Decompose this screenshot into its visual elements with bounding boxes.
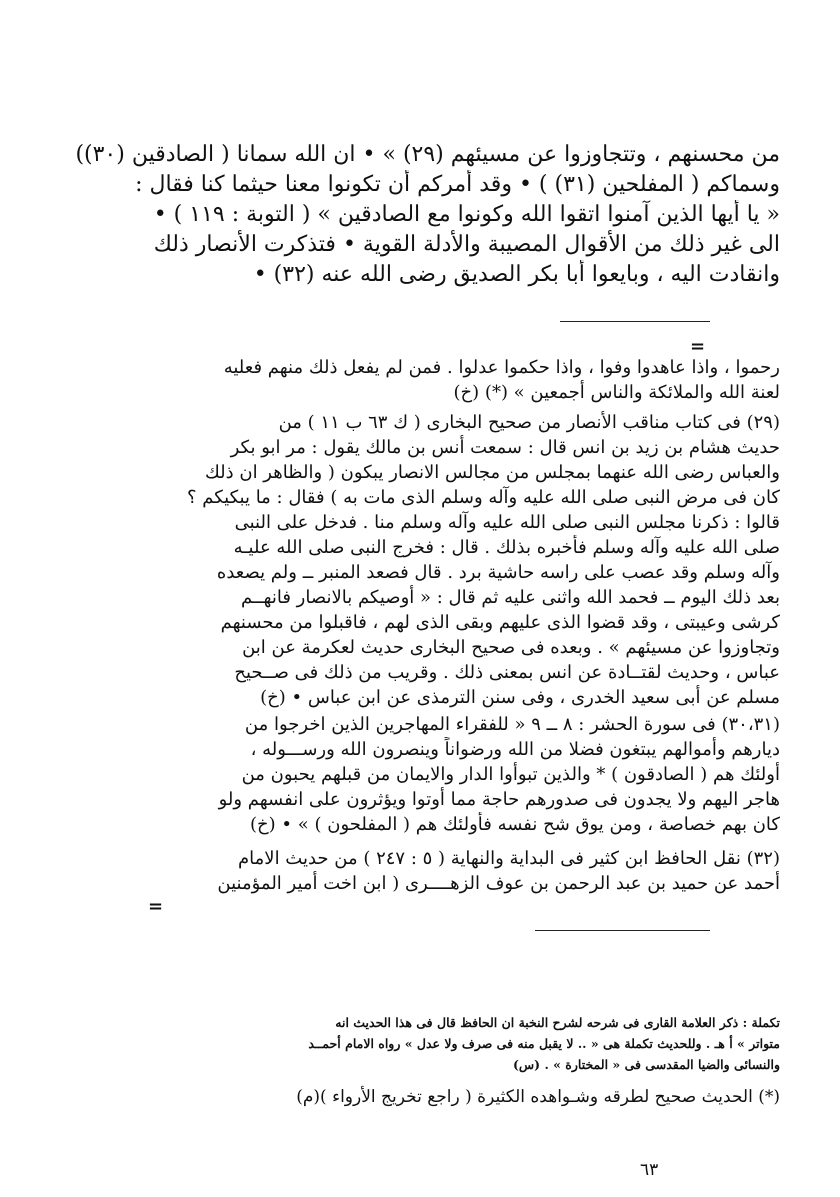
footnote-line: مسلم عن أبى سعيد الخدرى ، وفى سنن الترمذى عن ابن عباس • (خ): [260, 687, 780, 708]
footnote-29: [85, 410, 780, 710]
footnote-line: (٢٩) فى كتاب مناقب الأنصار من صحيح البخارى ( ك ٦٣ ب ١١ ) من: [278, 412, 780, 433]
footnote-line: أولئك هم ( الصادقون ) * والذين تبوأوا الدار والايمان من قبلهم يحبون من: [241, 764, 780, 785]
supplement-line: تكملة : ذكر العلامة القارى فى شرحه لشرح النخبة ان الحافظ قال فى هذا الحديث انه: [335, 1015, 780, 1030]
main-line: وانقادت اليه ، وبايعوا أبا بكر الصديق رضى الله عنه (٣٢) •: [253, 262, 780, 287]
footnote-32: [85, 846, 780, 896]
continuation-mark: =: [690, 336, 706, 357]
footnote-line: ديارهم وأموالهم يبتغون فضلا من الله ورضواناً وينصرون الله ورســـوله ،: [250, 739, 780, 760]
supplementary-notes: [100, 1012, 780, 1111]
footnote-line: أحمد عن حميد بن عبد الرحمن بن عوف الزهــــرى ( ابن اخت أمير المؤمنين: [217, 873, 780, 894]
hadith-grading-note: (*) الحديث صحيح لطرقه وشـواهده الكثيرة ( راجع تخريج الأرواء )(م): [296, 1087, 780, 1107]
footnote-line: وآله وسلم وقد عصب على راسه حاشية برد . قال فصعد المنبر ــ ولم يصعده: [216, 562, 780, 583]
footnote-line: (٣٢) نقل الحافظ ابن كثير فى البداية والنهاية ( ٥ : ٢٤٧ ) من حديث الامام: [238, 848, 780, 869]
supplement-line: والنسائى والضيا المقدسى فى « المختارة » . (س): [513, 1057, 780, 1072]
main-paragraph: [70, 140, 780, 290]
footnote-line: وتجاوزوا عن مسيئهم » . وبعده فى صحيح البخارى حديث لعكرمة عن ابن: [242, 637, 780, 658]
footnote-line: كان بهم خصاصة ، ومن يوق شح نفسه فأولئك هم ( المفلحون ) » • (خ): [250, 814, 780, 835]
footnote-separator-top: [560, 321, 710, 322]
supplement-line: متواتر » أ هـ . وللحديث تكملة هى « .. لا يقبل منه فى صرف ولا عدل » رواه الامام أحمــد: [308, 1036, 780, 1051]
footnote-line: لعنة الله والملائكة والناس أجمعين » (*) (خ): [453, 382, 780, 403]
footnote-continuation: [85, 355, 780, 405]
footnote-line: عباس ، وحديث لقتــادة عن انس بمعنى ذلك . وقريب من ذلك فى صــحيح: [234, 662, 780, 683]
footnote-line: قالوا : ذكرنا مجلس النبى صلى الله عليه وآله وسلم منا . فدخل على النبى: [234, 512, 780, 533]
main-line: من محسنهم ، وتتجاوزوا عن مسيئهم (٢٩) » • ان الله سمانا ( الصادقين (٣٠)): [75, 142, 780, 167]
main-line: الى غير ذلك من الأقوال المصيبة والأدلة القوية • فتذكرت الأنصار ذلك: [153, 232, 780, 257]
footnote-line: هاجر اليهم ولا يجدون فى صدورهم حاجة مما أوتوا ويؤثرون على انفسهم ولو: [218, 789, 780, 810]
footnote-line: كان فى مرض النبى صلى الله عليه وآله وسلم الذى مات به ) فقال : ما يبكيكم ؟: [186, 487, 780, 508]
footnote-line: (٣٠،٣١) فى سورة الحشر : ٨ ــ ٩ « للفقراء المهاجرين الذين اخرجوا من: [244, 714, 780, 735]
footnote-line: حديث هشام بن زيد بن انس قال : سمعت أنس بن مالك يقول : مر ابو بكر: [230, 437, 780, 458]
footnote-line: كرشى وعيبتى ، وقد قضوا الذى عليهم وبقى الذى لهم ، فاقبلوا من محسنهم: [220, 612, 780, 633]
end-mark: =: [148, 896, 164, 917]
footnote-line: بعد ذلك اليوم ــ فحمد الله واثنى عليه ثم قال : « أوصيكم بالانصار فانهــم: [241, 587, 780, 608]
footnote-line: رحموا ، واذا عاهدوا وفوا ، واذا حكموا عدلوا . فمن لم يفعل ذلك منهم فعليه: [223, 357, 780, 378]
footnote-30-31: [85, 712, 780, 837]
footnote-separator-bottom: [535, 930, 710, 931]
footnote-line: صلى الله عليه وآله وسلم فأخبره بذلك . قال : فخرج النبى صلى الله عليـه: [233, 537, 780, 558]
main-line: وسماكم ( المفلحين (٣١) ) • وقد أمركم أن تكونوا معنا حيثما كنا فقال :: [135, 172, 780, 197]
footnote-line: والعباس رضى الله عنهما بمجلس من مجالس الانصار يبكون ( والظاهر ان ذلك: [204, 462, 780, 483]
main-line: « يا أيها الذين آمنوا اتقوا الله وكونوا مع الصادقين » ( التوبة : ١١٩ ) •: [153, 202, 780, 227]
page-number: ٦٣: [640, 1160, 659, 1180]
